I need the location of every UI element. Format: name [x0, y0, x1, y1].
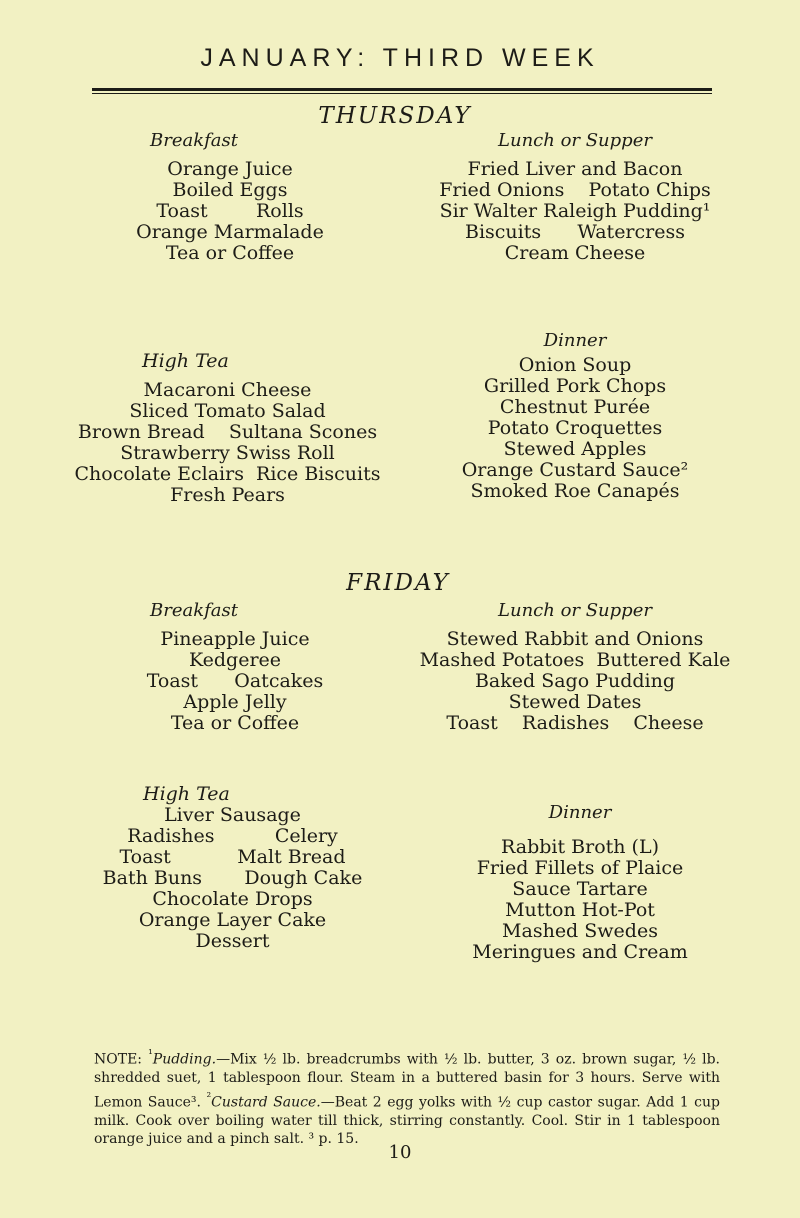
menu-line: Fried Liver and Bacon — [467, 158, 683, 180]
menu-line: Boiled Eggs — [172, 179, 288, 201]
menu-line: Kedgeree — [188, 649, 282, 671]
friday-lunch — [400, 600, 750, 734]
menu-line: Bath Buns Dough Cake — [102, 867, 363, 889]
menu-line: Cream Cheese — [504, 242, 646, 264]
menu-line: Chestnut Purée — [499, 396, 651, 418]
menu-line: Stewed Rabbit and Onions — [446, 628, 704, 650]
pudding-title: Pudding. — [152, 1051, 217, 1068]
menu-line: Tea or Coffee — [170, 712, 300, 734]
header-rule — [92, 88, 712, 91]
menu-line: Potato Croquettes — [487, 417, 663, 439]
day-heading-friday: FRIDAY — [346, 570, 450, 596]
day-heading-thursday: THURSDAY — [318, 103, 472, 129]
menu-line: Toast Rolls — [156, 200, 304, 222]
page-reference: ³ p. 15. — [308, 1131, 359, 1148]
menu-line: Onion Soup — [518, 354, 632, 376]
pudding-recipe: —Mix ½ lb. breadcrumbs with ½ lb. butter, 3 oz. brown sugar, ½ lb. shredded suet, 1 tablespoon flour. Steam in a buttered basin for 3 hours. Serve with Lemon Sauce³. — [94, 1051, 721, 1111]
menu-line: Radishes Celery — [127, 825, 338, 847]
note-label: NOTE: — [94, 1051, 149, 1068]
menu-line: Mutton Hot-Pot — [505, 899, 655, 921]
menu-line: Stewed Apples — [503, 438, 647, 460]
menu-line: Smoked Roe Canapés — [470, 480, 680, 502]
meal-title: Breakfast — [150, 130, 238, 151]
menu-line: Fried Fillets of Plaice — [476, 857, 684, 879]
menu-line: Chocolate Eclairs Rice Biscuits — [74, 463, 381, 485]
meal-title: High Tea — [142, 350, 229, 372]
menu-line: Tea or Coffee — [165, 242, 295, 264]
friday-breakfast — [105, 600, 365, 734]
menu-line: Baked Sago Pudding — [474, 670, 676, 692]
footnote-marker: ² — [206, 1089, 212, 1104]
menu-line: Biscuits Watercress — [464, 221, 685, 243]
menu-line: Toast Malt Bread — [119, 846, 346, 868]
menu-line: Grilled Pork Chops — [483, 375, 667, 397]
menu-line: Toast Oatcakes — [146, 670, 324, 692]
meal-title: Dinner — [548, 802, 612, 823]
custard-title: Custard Sauce. — [211, 1094, 321, 1111]
menu-line: Chocolate Drops — [152, 888, 313, 910]
menu-line: Orange Juice — [167, 158, 293, 180]
menu-line: Meringues and Cream — [472, 941, 688, 963]
recipe-note — [94, 1045, 720, 1149]
menu-line: Fried Onions Potato Chips — [439, 179, 711, 201]
menu-line: Liver Sausage — [164, 804, 301, 826]
menu-line: Brown Bread Sultana Scones — [77, 421, 378, 443]
thursday-high-tea — [60, 350, 395, 506]
footnote-marker: ¹ — [148, 1047, 153, 1061]
thursday-breakfast — [95, 130, 365, 264]
meal-title: High Tea — [143, 783, 230, 805]
menu-line: Mashed Potatoes Buttered Kale — [419, 649, 731, 671]
menu-line: Fresh Pears — [170, 484, 285, 506]
thursday-dinner — [440, 330, 710, 502]
menu-line: Orange Custard Sauce² — [461, 459, 689, 481]
menu-line: Rabbit Broth (L) — [501, 836, 659, 858]
menu-line: Toast Radishes Cheese — [446, 712, 704, 734]
menu-line: Sauce Tartare — [512, 878, 648, 900]
menu-line: Apple Jelly — [183, 691, 287, 713]
menu-line: Pineapple Juice — [160, 628, 310, 650]
meal-title: Lunch or Supper — [498, 600, 652, 621]
menu-line: Dessert — [195, 930, 270, 952]
friday-dinner — [445, 802, 715, 963]
menu-line: Sliced Tomato Salad — [129, 400, 326, 422]
menu-line: Stewed Dates — [508, 691, 642, 713]
menu-line: Strawberry Swiss Roll — [120, 442, 335, 464]
meal-title: Lunch or Supper — [498, 130, 652, 151]
menu-line: Orange Marmalade — [136, 221, 324, 243]
page-number: 10 — [388, 1142, 412, 1163]
menu-line: Macaroni Cheese — [143, 379, 312, 401]
thursday-lunch — [410, 130, 740, 264]
custard-recipe: —Beat 2 egg yolks with ½ cup castor sugar. Add 1 cup milk. Cook over boiling water till thick, stirring constantly. Cool. Stir in 1 tablespoon orange juice and a pinch salt. — [94, 1094, 720, 1148]
menu-line: Orange Layer Cake — [138, 909, 327, 931]
menu-line: Mashed Swedes — [502, 920, 658, 942]
menu-line: Sir Walter Raleigh Pudding¹ — [439, 200, 711, 222]
friday-high-tea — [60, 783, 405, 952]
page-header: JANUARY: THIRD WEEK — [200, 44, 600, 72]
meal-title: Breakfast — [150, 600, 238, 621]
header-rule-thin — [92, 93, 712, 94]
meal-title: Dinner — [543, 330, 607, 351]
